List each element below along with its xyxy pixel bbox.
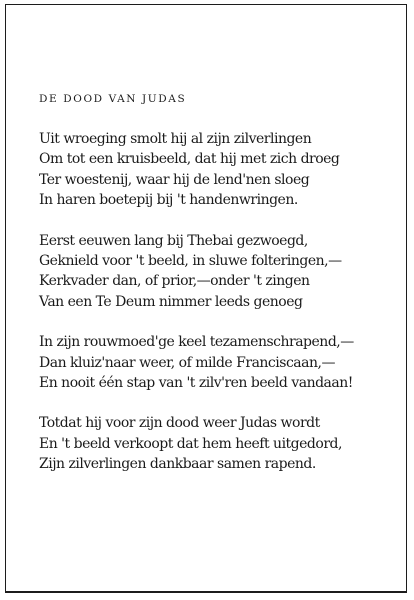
stanza-1	[39, 129, 354, 211]
poem-line: Uit wroeging smolt hij al zijn zilverlingen	[39, 131, 312, 147]
stanza-2	[39, 231, 354, 313]
poem-line: In zijn rouwmoed'ge keel tezamenschrapend,—	[39, 334, 354, 351]
poem-line: Dan kluiz'naar weer, of milde Franciscaan,—	[39, 354, 335, 371]
page-sheet	[5, 4, 407, 593]
poem-line: En 't beeld verkoopt dat hem heeft uitgedord,	[39, 435, 342, 452]
poem-line: Eerst eeuwen lang bij Thebai gezwoegd,	[39, 232, 308, 249]
poem-line: In haren boetepij bij 't handenwringen.	[39, 192, 298, 209]
stanza-3	[39, 332, 354, 393]
poem-line: Om tot een kruisbeeld, dat hij met zich droeg	[39, 151, 340, 168]
poem-line: Totdat hij voor zijn dood weer Judas wordt	[39, 415, 320, 432]
poem-line: Van een Te Deum nimmer leeds genoeg	[39, 293, 303, 310]
stanza-4	[39, 413, 354, 474]
poem-line: Kerkvader dan, of prior,—onder 't zingen	[39, 273, 310, 290]
poem-line: Zijn zilverlingen dankbaar samen rapend.	[39, 456, 316, 473]
poem-line: Ter woestenij, waar hij de lend'nen sloeg	[39, 171, 310, 188]
poem-line: Geknield voor 't beeld, in sluwe folteringen,—	[39, 253, 342, 270]
poem	[39, 93, 354, 495]
poem-line: En nooit één stap van 't zilv'ren beeld vandaan!	[39, 375, 353, 392]
poem-title: DE DOOD VAN JUDAS	[39, 93, 187, 105]
